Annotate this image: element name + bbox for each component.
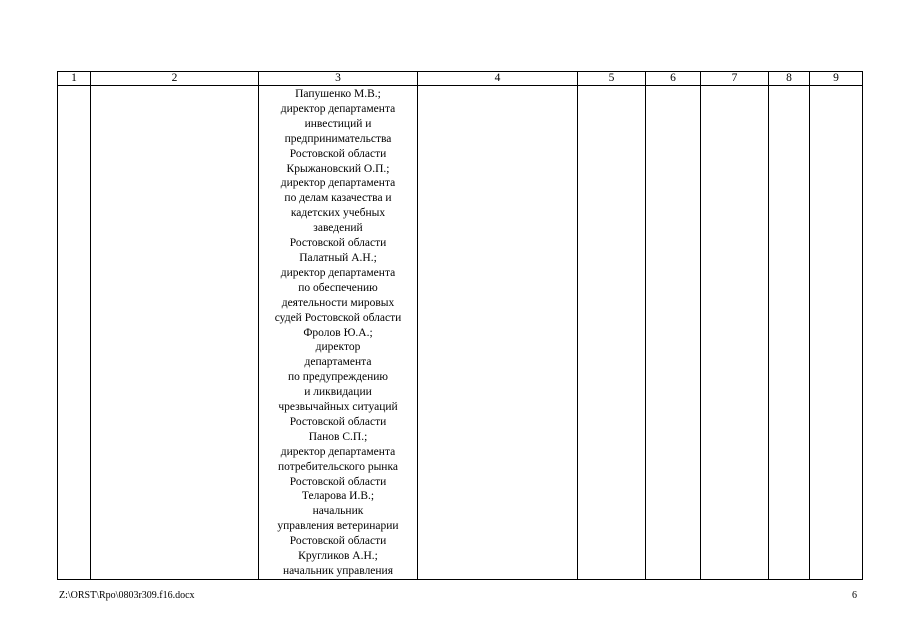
column-header-9: 9 <box>810 72 863 86</box>
table-row <box>58 86 863 580</box>
column-header-3: 3 <box>259 72 418 86</box>
officials-list-line: Ростовской области <box>289 415 387 428</box>
column-header-1: 1 <box>58 72 91 86</box>
column-header-6: 6 <box>646 72 701 86</box>
cell-col-9 <box>810 86 863 580</box>
officials-list-line: начальник управления <box>282 565 394 577</box>
header-row <box>58 72 863 86</box>
cell-col-6 <box>646 86 701 580</box>
officials-list-line: департамента <box>304 356 372 369</box>
officials-list-line: Ростовской области <box>289 147 387 160</box>
officials-list-line: Папушенко М.В.; <box>295 88 381 100</box>
officials-list-line: по делам казачества и <box>284 192 392 205</box>
page-number: 6 <box>852 590 857 601</box>
officials-list-line: Крыжановский О.П.; <box>286 162 390 175</box>
officials-list-line: Ростовской области <box>289 475 387 488</box>
column-header-2: 2 <box>91 72 259 86</box>
column-header-4: 4 <box>418 72 578 86</box>
officials-list-line: директор департамента <box>280 102 396 115</box>
officials-list-line: по предупреждению <box>287 371 389 384</box>
column-header-5: 5 <box>578 72 646 86</box>
data-table <box>57 71 863 580</box>
officials-list-line: и ликвидации <box>304 386 372 399</box>
officials-list-line: директор департамента <box>280 445 396 458</box>
officials-list-line: инвестиций и <box>304 117 372 130</box>
column-header-7: 7 <box>701 72 769 86</box>
cell-col-4 <box>418 86 578 580</box>
officials-list-line: Теларова И.В.; <box>301 490 375 503</box>
officials-list-line: чрезвычайных ситуаций <box>278 401 398 414</box>
footer-file-path: Z:\ORST\Rpo\0803r309.f16.docx <box>59 590 195 601</box>
officials-list-line: заведений <box>313 222 363 235</box>
officials-list-line: потребительского рынка <box>278 460 398 473</box>
officials-list-line: Панов С.П.; <box>308 430 368 443</box>
officials-list-line: Палатный А.Н.; <box>299 251 377 264</box>
officials-list-line: кадетских учебных <box>290 207 386 220</box>
officials-list-line: судей Ростовской области <box>274 311 402 324</box>
officials-list-line: Ростовской области <box>289 535 387 548</box>
cell-col-3 <box>259 86 418 580</box>
column-header-8: 8 <box>769 72 810 86</box>
cell-col-2 <box>91 86 259 580</box>
cell-col-1 <box>58 86 91 580</box>
officials-list-line: деятельности мировых <box>281 296 395 309</box>
officials-list-line: начальник <box>312 505 364 518</box>
officials-list-line: Ростовской области <box>289 237 387 250</box>
officials-list-line: директор <box>315 341 361 354</box>
officials-list-line: предпринимательства <box>284 132 392 145</box>
officials-list-line: директор департамента <box>280 266 396 279</box>
officials-list-line: управления ветеринарии <box>277 520 399 533</box>
officials-list-line: по обеспечению <box>298 281 378 294</box>
officials-list <box>259 86 417 579</box>
officials-list-line: Фролов Ю.А.; <box>303 326 373 339</box>
officials-list-line: директор департамента <box>280 177 396 190</box>
cell-col-8 <box>769 86 810 580</box>
cell-col-7 <box>701 86 769 580</box>
cell-col-5 <box>578 86 646 580</box>
officials-list-line: Кругликов А.Н.; <box>298 550 378 563</box>
